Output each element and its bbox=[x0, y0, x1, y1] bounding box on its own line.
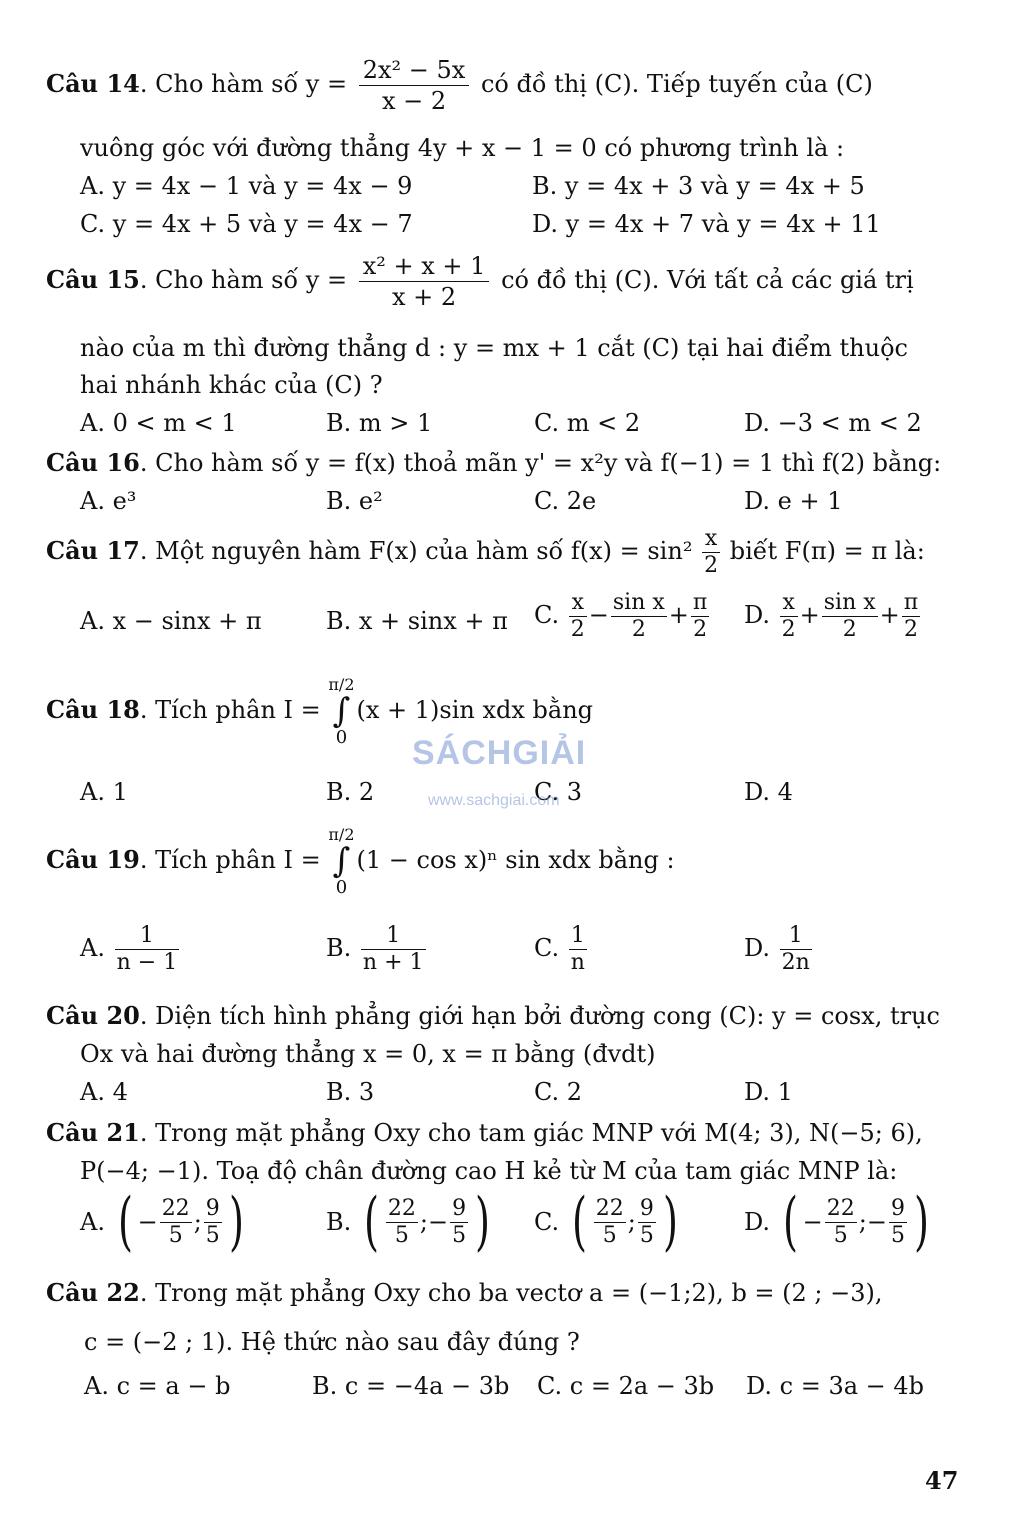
page-number: 47 bbox=[925, 1466, 959, 1495]
q17-c-f1-den: 2 bbox=[570, 617, 585, 642]
q22-label: Câu 22 bbox=[46, 1278, 140, 1307]
q17-d-label: D. bbox=[744, 601, 771, 629]
q17-c-label: C. bbox=[534, 601, 560, 629]
q21-d-f2-den: 5 bbox=[890, 1222, 905, 1248]
q21-option-d bbox=[744, 1185, 934, 1259]
q16-option-d: D. e + 1 bbox=[744, 487, 843, 515]
q17-d-f1-num: x bbox=[780, 592, 798, 617]
q18-upper-limit: π/2 bbox=[328, 675, 355, 694]
q21-c-frac2 bbox=[638, 1195, 656, 1248]
q21-line2: P(−4; −1). Toạ độ chân đường cao H kẻ từ M của tam giác MNP là: bbox=[80, 1157, 898, 1185]
q19-option-a bbox=[80, 925, 181, 974]
q19-a-num: 1 bbox=[115, 925, 180, 950]
q18-option-c: C. 3 bbox=[534, 778, 583, 806]
q19-a-den: n − 1 bbox=[116, 950, 178, 975]
q20-line2: Ox và hai đường thẳng x = 0, x = π bằng (đvdt) bbox=[80, 1040, 656, 1068]
q15-option-a: A. 0 < m < 1 bbox=[80, 409, 237, 437]
q19-b-frac bbox=[361, 925, 426, 974]
q14-line2: vuông góc với đường thẳng 4y + x − 1 = 0 có phương trình là : bbox=[80, 134, 845, 162]
q17-c-f3-num: π bbox=[692, 590, 708, 615]
q21-a-label: A. bbox=[80, 1208, 105, 1236]
question-20 bbox=[46, 1001, 940, 1030]
left-paren-icon: ( bbox=[571, 1185, 587, 1259]
q15-line3: hai nhánh khác của (C) ? bbox=[80, 371, 383, 399]
q17-d-op1: + bbox=[799, 601, 820, 629]
q17-frac-den: 2 bbox=[704, 553, 719, 578]
q17-c-frac3 bbox=[691, 592, 709, 641]
q22-option-b: B. c = −4a − 3b bbox=[312, 1372, 510, 1400]
q21-d-f1-num: 22 bbox=[826, 1195, 855, 1221]
q17-c-op2: + bbox=[668, 601, 689, 629]
q21-text: . Trong mặt phẳng Oxy cho tam giác MNP với M(4; 3), N(−5; 6), bbox=[139, 1119, 923, 1147]
q17-c-f1-num: x bbox=[569, 592, 587, 617]
q22-option-a: A. c = a − b bbox=[84, 1372, 231, 1400]
q15-line2: nào của m thì đường thẳng d : y = mx + 1 cắt (C) tại hai điểm thuộc bbox=[80, 334, 908, 362]
q18-text-b: (x + 1)sin xdx bằng bbox=[356, 696, 594, 725]
q14-fraction bbox=[359, 58, 470, 113]
q22-option-c: C. c = 2a − 3b bbox=[537, 1372, 715, 1400]
q16-option-b: B. e² bbox=[326, 487, 383, 515]
q21-c-frac1 bbox=[594, 1195, 626, 1248]
q21-option-c bbox=[534, 1185, 683, 1259]
q17-text-a: . Một nguyên hàm F(x) của hàm số f(x) = sin² bbox=[139, 537, 693, 565]
question-17 bbox=[46, 528, 925, 577]
q21-d-label: D. bbox=[744, 1208, 771, 1236]
q21-option-b bbox=[326, 1185, 495, 1259]
q17-option-c bbox=[534, 592, 711, 641]
q19-c-den: n bbox=[570, 950, 585, 975]
question-14 bbox=[46, 58, 873, 113]
q17-c-op1: − bbox=[588, 601, 609, 629]
q21-d-sign1: − bbox=[802, 1208, 823, 1236]
q18-integral bbox=[328, 676, 354, 747]
q18-lower-limit: 0 bbox=[335, 726, 348, 748]
q14-text-a: . Cho hàm số y = bbox=[139, 70, 348, 98]
q17-text-b: biết F(π) = π là: bbox=[729, 537, 925, 565]
q17-fraction bbox=[702, 528, 720, 577]
q21-d-semi: ; bbox=[858, 1208, 867, 1236]
q19-d-num: 1 bbox=[780, 925, 812, 950]
q19-lower-limit: 0 bbox=[335, 876, 348, 898]
q15-frac-num: x² + x + 1 bbox=[359, 254, 490, 282]
q19-label: Câu 19 bbox=[46, 845, 140, 875]
q16-label: Câu 16 bbox=[46, 448, 140, 477]
q21-a-semi: ; bbox=[193, 1208, 202, 1236]
q15-label: Câu 15 bbox=[46, 265, 140, 294]
q21-b-f1-den: 5 bbox=[394, 1222, 409, 1248]
q18-text-a: . Tích phân I = bbox=[139, 696, 321, 725]
watermark-brand: SÁCHGIẢI bbox=[412, 734, 587, 772]
q21-option-a bbox=[80, 1185, 249, 1259]
q15-option-b: B. m > 1 bbox=[326, 409, 433, 437]
integral-sign-icon: ∫ bbox=[332, 840, 351, 881]
q21-b-frac2 bbox=[450, 1195, 468, 1248]
q14-text-b: có đồ thị (C). Tiếp tuyến của (C) bbox=[480, 70, 873, 98]
right-paren-icon: ) bbox=[662, 1185, 678, 1259]
q22-line2: c = (−2 ; 1). Hệ thức nào sau đây đúng ? bbox=[84, 1328, 580, 1356]
q21-b-f2-num: 9 bbox=[452, 1195, 467, 1221]
q21-d-frac1 bbox=[825, 1195, 857, 1248]
q19-c-num: 1 bbox=[569, 925, 587, 950]
q20-text: . Diện tích hình phẳng giới hạn bởi đường cong (C): y = cosx, trục bbox=[139, 1002, 940, 1030]
q17-option-b: B. x + sinx + π bbox=[326, 607, 508, 635]
q22-option-d: D. c = 3a − 4b bbox=[746, 1372, 925, 1400]
q15-option-c: C. m < 2 bbox=[534, 409, 641, 437]
q20-option-d: D. 1 bbox=[744, 1078, 793, 1106]
q19-option-c bbox=[534, 925, 589, 974]
q18-option-a: A. 1 bbox=[80, 778, 128, 806]
q17-d-op2: + bbox=[879, 601, 900, 629]
right-paren-icon: ) bbox=[913, 1185, 929, 1259]
q14-frac-den: x − 2 bbox=[381, 87, 447, 115]
q19-option-b bbox=[326, 925, 428, 974]
q19-a-label: A. bbox=[80, 934, 105, 962]
q19-integral bbox=[328, 826, 354, 897]
q15-text-a: . Cho hàm số y = bbox=[139, 266, 348, 294]
q19-d-frac bbox=[780, 925, 812, 974]
q22-text: . Trong mặt phẳng Oxy cho ba vectơ bbox=[139, 1279, 582, 1307]
q17-d-f3-num: π bbox=[903, 590, 919, 615]
q14-frac-num: 2x² − 5x bbox=[359, 58, 470, 86]
q16-option-c: C. 2e bbox=[534, 487, 597, 515]
q21-a-sign1: − bbox=[137, 1208, 158, 1236]
q14-option-c: C. y = 4x + 5 và y = 4x − 7 bbox=[80, 210, 413, 238]
q17-d-frac2 bbox=[822, 592, 878, 641]
q19-option-d bbox=[744, 925, 814, 974]
left-paren-icon: ( bbox=[363, 1185, 379, 1259]
q17-c-frac1 bbox=[569, 592, 587, 641]
q21-d-sign2: − bbox=[866, 1208, 887, 1236]
q19-b-num: 1 bbox=[361, 925, 426, 950]
q22-vector-b: b = (2 ; −3), bbox=[731, 1279, 883, 1307]
q21-c-label: C. bbox=[534, 1208, 560, 1236]
q18-option-d: D. 4 bbox=[744, 778, 793, 806]
question-15 bbox=[46, 254, 914, 309]
right-paren-icon: ) bbox=[475, 1185, 491, 1259]
q14-label: Câu 14 bbox=[46, 69, 140, 98]
q21-c-semi: ; bbox=[627, 1208, 636, 1236]
q19-a-frac bbox=[115, 925, 180, 974]
q21-a-f2-den: 5 bbox=[205, 1222, 220, 1248]
watermark-url: www.sachgiai.com bbox=[428, 792, 560, 809]
q15-option-d: D. −3 < m < 2 bbox=[744, 409, 922, 437]
q21-b-sign2: − bbox=[427, 1208, 449, 1236]
q20-label: Câu 20 bbox=[46, 1001, 140, 1030]
q21-b-semi: ; bbox=[419, 1208, 428, 1236]
q18-option-b: B. 2 bbox=[326, 778, 375, 806]
q17-option-d bbox=[744, 592, 922, 641]
question-22 bbox=[46, 1278, 883, 1307]
q21-d-f2-num: 9 bbox=[890, 1195, 905, 1221]
q15-fraction bbox=[359, 254, 490, 309]
q21-a-f2-num: 9 bbox=[205, 1195, 220, 1221]
q19-b-den: n + 1 bbox=[362, 950, 424, 975]
integral-sign-icon: ∫ bbox=[332, 690, 351, 731]
left-paren-icon: ( bbox=[782, 1185, 798, 1259]
q15-frac-den: x + 2 bbox=[392, 283, 457, 311]
q17-option-a: A. x − sinx + π bbox=[80, 607, 262, 635]
q17-d-f3-den: 2 bbox=[904, 617, 919, 642]
q17-d-frac3 bbox=[902, 592, 920, 641]
q19-b-label: B. bbox=[326, 934, 352, 962]
question-21 bbox=[46, 1118, 923, 1147]
q19-d-den: 2n bbox=[781, 950, 810, 975]
q21-a-f1-num: 22 bbox=[161, 1195, 190, 1221]
q17-c-f2-den: 2 bbox=[631, 617, 646, 642]
q21-c-f2-den: 5 bbox=[639, 1222, 654, 1248]
q21-b-frac1 bbox=[386, 1195, 418, 1248]
q21-c-f1-num: 22 bbox=[595, 1195, 624, 1221]
q21-c-f2-num: 9 bbox=[639, 1195, 654, 1221]
q20-option-b: B. 3 bbox=[326, 1078, 375, 1106]
q17-d-f1-den: 2 bbox=[781, 617, 796, 642]
q17-c-f3-den: 2 bbox=[693, 617, 708, 642]
q21-c-f1-den: 5 bbox=[602, 1222, 617, 1248]
q21-a-frac2 bbox=[204, 1195, 222, 1248]
q17-label: Câu 17 bbox=[46, 536, 140, 565]
q19-c-label: C. bbox=[534, 934, 560, 962]
q21-b-f1-num: 22 bbox=[387, 1195, 416, 1221]
q14-option-b: B. y = 4x + 3 và y = 4x + 5 bbox=[532, 172, 865, 200]
q21-label: Câu 21 bbox=[46, 1118, 140, 1147]
question-16 bbox=[46, 448, 942, 477]
q18-label: Câu 18 bbox=[46, 695, 140, 725]
q19-d-label: D. bbox=[744, 934, 771, 962]
q21-b-f2-den: 5 bbox=[452, 1222, 467, 1248]
q21-d-f1-den: 5 bbox=[833, 1222, 848, 1248]
q15-text-b: có đồ thị (C). Với tất cả các giá trị bbox=[501, 266, 914, 294]
q21-a-f1-den: 5 bbox=[168, 1222, 183, 1248]
q17-d-f2-num: sin x bbox=[823, 590, 876, 615]
q22-vector-a: a = (−1;2), bbox=[589, 1279, 724, 1307]
right-paren-icon: ) bbox=[228, 1185, 244, 1259]
q19-c-frac bbox=[569, 925, 587, 974]
q17-c-frac2 bbox=[611, 592, 667, 641]
q14-option-d: D. y = 4x + 7 và y = 4x + 11 bbox=[532, 210, 881, 238]
q19-text-b: (1 − cos x)ⁿ sin xdx bằng : bbox=[356, 846, 675, 875]
q19-upper-limit: π/2 bbox=[328, 825, 355, 844]
q16-option-a: A. e³ bbox=[80, 487, 137, 515]
q16-text: . Cho hàm số y = f(x) thoả mãn y' = x²y và f(−1) = 1 thì f(2) bằng: bbox=[139, 449, 942, 477]
q20-option-c: C. 2 bbox=[534, 1078, 583, 1106]
q21-d-frac2 bbox=[889, 1195, 907, 1248]
left-paren-icon: ( bbox=[117, 1185, 133, 1259]
q20-option-a: A. 4 bbox=[80, 1078, 128, 1106]
q17-frac-num: x bbox=[702, 528, 720, 553]
q14-option-a: A. y = 4x − 1 và y = 4x − 9 bbox=[80, 172, 413, 200]
q21-a-frac1 bbox=[160, 1195, 192, 1248]
q17-c-f2-num: sin x bbox=[612, 590, 665, 615]
q17-d-frac1 bbox=[780, 592, 798, 641]
q17-d-f2-den: 2 bbox=[842, 617, 857, 642]
q21-b-label: B. bbox=[326, 1208, 352, 1236]
q19-text-a: . Tích phân I = bbox=[139, 846, 321, 875]
question-19 bbox=[46, 826, 675, 897]
